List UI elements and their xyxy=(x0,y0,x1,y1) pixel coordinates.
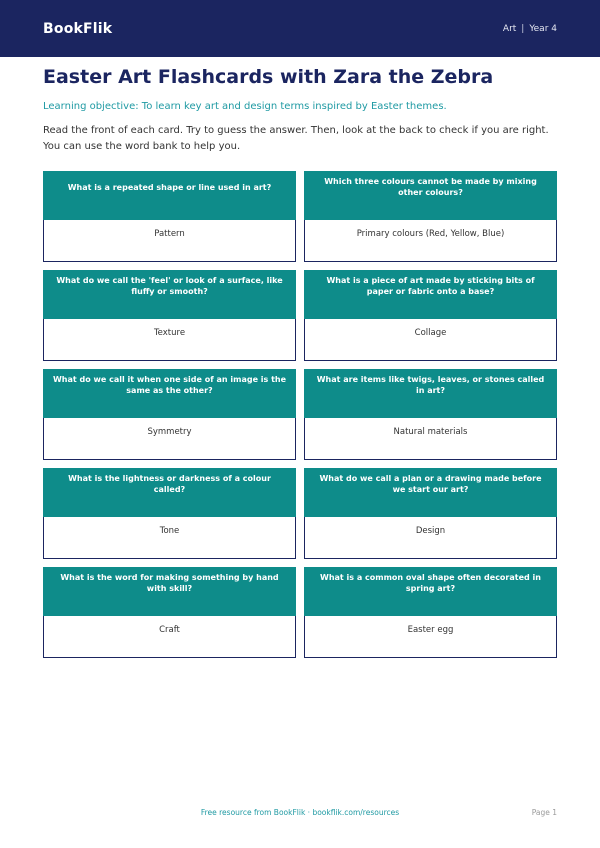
footer-credit[interactable]: Free resource from BookFlik · bookflik.com/resources xyxy=(200,808,400,817)
card-front xyxy=(43,468,296,517)
card-answer: Craft xyxy=(159,625,180,635)
card-answer: Design xyxy=(415,526,446,536)
card-answer: Texture xyxy=(153,328,186,338)
flashcard[interactable] xyxy=(43,270,296,361)
card-back xyxy=(43,220,296,262)
card-question: What is a common oval shape often decorated in spring art? xyxy=(320,573,541,593)
subject-year xyxy=(503,24,557,34)
flashcard[interactable] xyxy=(304,567,557,658)
card-question: Which three colours cannot be made by mixing other colours? xyxy=(324,177,537,197)
card-answer: Natural materials xyxy=(393,427,468,437)
flashcard[interactable] xyxy=(304,171,557,262)
card-question: What is the word for making something by hand with skill? xyxy=(60,573,279,593)
subject-label: Art xyxy=(502,23,517,34)
flashcard[interactable] xyxy=(304,468,557,559)
card-answer: Primary colours (Red, Yellow, Blue) xyxy=(356,229,505,239)
card-question: What do we call a plan or a drawing made before we start our art? xyxy=(319,474,542,494)
card-front xyxy=(304,567,557,616)
card-question: What do we call it when one side of an image is the same as the other? xyxy=(52,375,287,395)
card-question: What is a piece of art made by sticking bits of paper or fabric onto a base? xyxy=(326,276,535,296)
card-back xyxy=(304,616,557,658)
learning-objective: Learning objective: To learn key art and design terms inspired by Easter themes. xyxy=(43,101,447,112)
page-number: Page 1 xyxy=(531,808,557,817)
card-back xyxy=(43,418,296,460)
card-back xyxy=(43,319,296,361)
card-question: What is a repeated shape or line used in art? xyxy=(67,182,272,192)
card-front xyxy=(304,468,557,517)
separator: | xyxy=(521,23,525,34)
flashcard[interactable] xyxy=(304,369,557,460)
card-answer: Collage xyxy=(414,328,447,338)
card-back xyxy=(43,616,296,658)
card-question: What do we call the 'feel' or look of a surface, like fluffy or smooth? xyxy=(56,276,283,296)
card-back xyxy=(304,418,557,460)
flashcard[interactable] xyxy=(43,468,296,559)
flashcard-grid xyxy=(43,171,557,658)
flashcard[interactable] xyxy=(43,171,296,262)
card-question: What is the lightness or darkness of a colour called? xyxy=(68,474,271,494)
card-front xyxy=(304,369,557,418)
card-back xyxy=(43,517,296,559)
card-front xyxy=(43,369,296,418)
brand-logo[interactable]: BookFlik xyxy=(43,20,113,37)
card-front xyxy=(304,270,557,319)
card-answer: Symmetry xyxy=(147,427,192,437)
card-answer: Easter egg xyxy=(407,625,454,635)
flashcard[interactable] xyxy=(43,369,296,460)
header-bar xyxy=(0,0,600,57)
card-question: What are items like twigs, leaves, or stones called in art? xyxy=(316,375,545,395)
card-answer: Tone xyxy=(159,526,180,536)
instructions: Read the front of each card. Try to guess the answer. Then, look at the back to check if you are right. You can use the word bank to help you. xyxy=(43,125,549,152)
card-back xyxy=(304,220,557,262)
flashcard[interactable] xyxy=(304,270,557,361)
flashcard[interactable] xyxy=(43,567,296,658)
year-label: Year 4 xyxy=(529,23,557,34)
card-front xyxy=(43,270,296,319)
card-front xyxy=(43,171,296,220)
page-title: Easter Art Flashcards with Zara the Zebra xyxy=(43,66,494,88)
card-front xyxy=(304,171,557,220)
card-answer: Pattern xyxy=(154,229,185,239)
card-front xyxy=(43,567,296,616)
card-back xyxy=(304,319,557,361)
card-back xyxy=(304,517,557,559)
